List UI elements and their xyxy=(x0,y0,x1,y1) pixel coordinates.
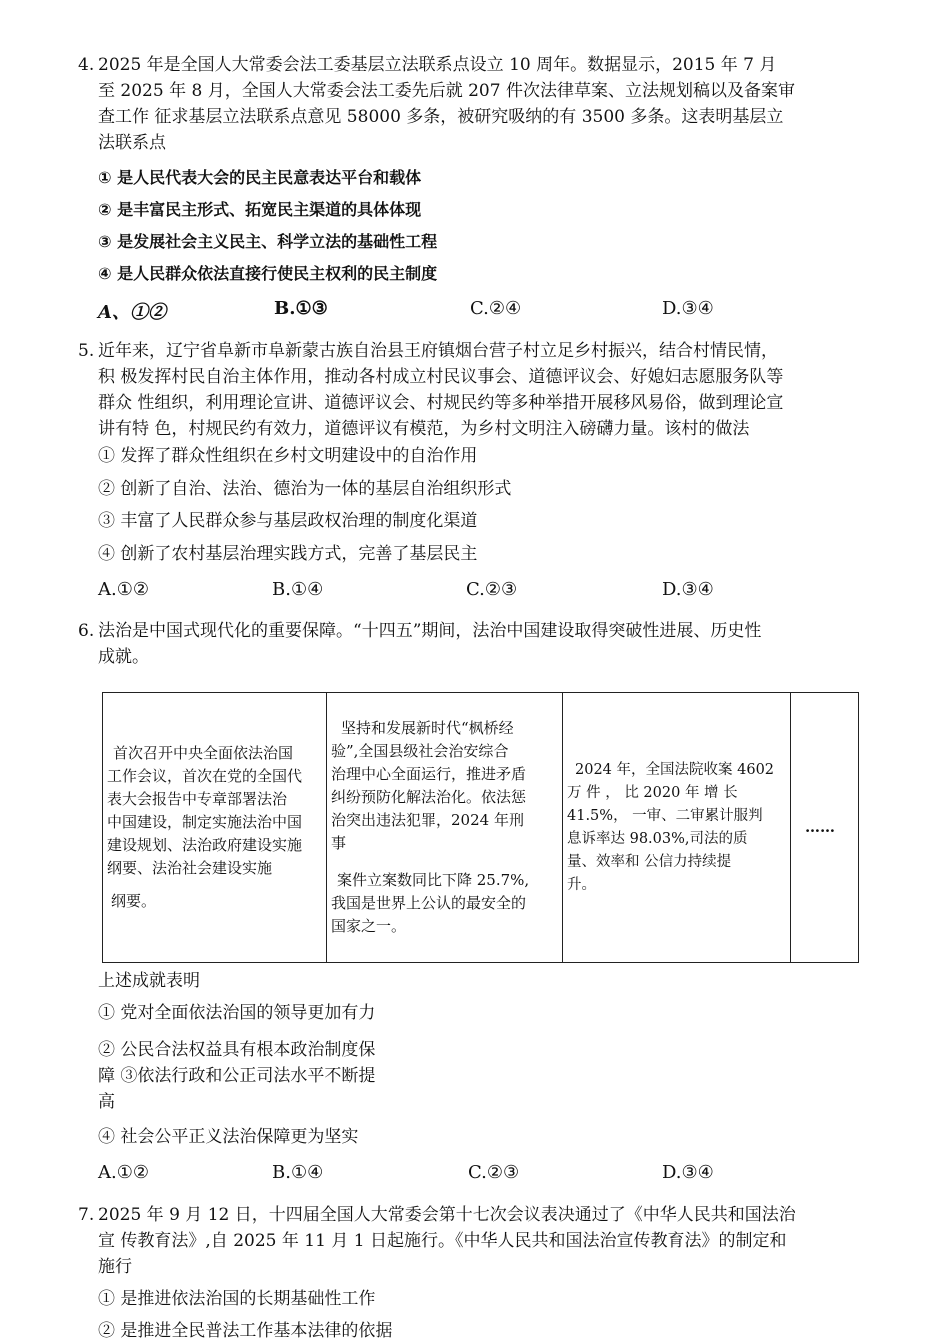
statement-option: ① 是人民代表大会的民主民意表达平台和载体 xyxy=(98,168,422,187)
cell-line: 纠纷预防化解法治化。依法惩 xyxy=(331,788,527,806)
statement-option: ② 是丰富民主形式、拓宽民主渠道的具体体现 xyxy=(98,200,422,219)
cell-line: 表大会报告中专章部署法治 xyxy=(107,790,288,808)
statement-option: ④ 是人民群众依法直接行使民主权利的民主制度 xyxy=(98,264,438,283)
statement-option: ① 是推进依法治国的长期基础性工作 xyxy=(98,1289,376,1309)
question-intro: 上述成就表明 xyxy=(98,971,200,991)
question-7 xyxy=(78,1202,868,1280)
choice-a[interactable]: A.①② xyxy=(98,579,149,600)
statement-option: 障 ③依法行政和公正司法水平不断提 xyxy=(98,1066,376,1086)
choice-c[interactable]: C.②③ xyxy=(466,579,518,600)
question-number: 5. xyxy=(78,341,95,361)
question-stem-line: 宣 传教育法》,自 2025 年 11 月 1 日起施行。《中华人民共和国法治宣传教育法》的制定和 xyxy=(98,1231,787,1251)
choice-b[interactable]: B.①④ xyxy=(272,579,324,600)
question-6 xyxy=(78,618,868,670)
choice-c[interactable]: C.②③ xyxy=(468,1162,520,1183)
choice-a[interactable]: A.①② xyxy=(98,1162,149,1183)
question-stem-line: 群众 性组织，利用理论宣讲、道德评议会、村规民约等多种举措开展移风易俗，做到理论宣 xyxy=(98,393,784,413)
statement-option: ② 是推进全民普法工作基本法律的依据 xyxy=(98,1321,393,1341)
question-stem-line: 至 2025 年 8 月，全国人大常委会法工委先后就 207 件次法律草案、立法规划稿以及备案审 xyxy=(98,81,795,101)
table-cell xyxy=(563,693,791,963)
cell-line: 量、效率和 公信力持续提 xyxy=(567,853,732,870)
answer-choices xyxy=(98,579,858,607)
choice-d[interactable]: D.③④ xyxy=(662,1162,714,1183)
cell-line: 息诉率达 98.03%,司法的质 xyxy=(567,830,748,847)
question-number: 4. xyxy=(78,55,95,75)
statement-option: ① 发挥了群众性组织在乡村文明建设中的自治作用 xyxy=(98,446,478,466)
cell-line: 治理中心全面运行，推进矛盾 xyxy=(331,765,527,783)
cell-line: 升。 xyxy=(567,876,596,893)
cell-line: 41.5%， 一审、二审累计服判 xyxy=(567,807,763,824)
cell-line: 工作会议，首次在党的全国代 xyxy=(107,767,303,785)
question-stem-line: 施行 xyxy=(98,1257,132,1277)
question-stem-line: 讲有特 色，村规民约有效力，道德评议有模范，为乡村文明注入磅礴力量。该村的做法 xyxy=(98,419,750,439)
answer-choices xyxy=(98,1162,858,1190)
choice-c[interactable]: C.②④ xyxy=(470,298,522,319)
statement-option: ③ 是发展社会主义民主、科学立法的基础性工程 xyxy=(98,232,438,251)
statement-option: 高 xyxy=(98,1092,115,1112)
question-stem-line: 2025 年是全国人大常委会法工委基层立法联系点设立 10 周年。数据显示，2015 年 7 月 xyxy=(98,55,777,75)
question-number: 6. xyxy=(78,621,95,641)
cell-line: 坚持和发展新时代“枫桥经 xyxy=(341,719,514,737)
cell-line: 案件立案数同比下降 25.7%, xyxy=(337,871,530,889)
statement-option: ③ 丰富了人民群众参与基层政权治理的制度化渠道 xyxy=(98,511,478,531)
choice-b[interactable]: B.①④ xyxy=(272,1162,324,1183)
cell-line: 治突出违法犯罪，2024 年刑 xyxy=(331,811,524,829)
question-stem-line: 近年来，辽宁省阜新市阜新蒙古族自治县王府镇烟台营子村立足乡村振兴，结合村情民情， xyxy=(98,341,778,361)
question-stem-line: 法联系点 xyxy=(98,133,166,153)
cell-line: 中国建设，制定实施法治中国 xyxy=(107,813,303,831)
cell-line: 建设规划、法治政府建设实施 xyxy=(107,836,303,854)
cell-line: 我国是世界上公认的最安全的 xyxy=(331,894,527,912)
question-number: 7. xyxy=(78,1205,95,1225)
choice-d[interactable]: D.③④ xyxy=(662,579,714,600)
statement-option: ① 党对全面依法治国的领导更加有力 xyxy=(98,1003,376,1023)
statement-option: ④ 创新了农村基层治理实践方式，完善了基层民主 xyxy=(98,544,478,564)
cell-line: 国家之一。 xyxy=(331,917,407,935)
achievements-table xyxy=(102,692,859,963)
cell-line: 验”,全国县级社会治安综合 xyxy=(331,742,509,760)
choice-d[interactable]: D.③④ xyxy=(662,298,714,319)
question-stem-line: 2025 年 9 月 12 日，十四届全国人大常委会第十七次会议表决通过了《中华人民共和国法治 xyxy=(98,1205,796,1225)
choice-a[interactable]: A、①② xyxy=(98,302,166,323)
statement-option: ④ 社会公平正义法治保障更为坚实 xyxy=(98,1127,359,1147)
statement-option: ② 公民合法权益具有根本政治制度保 xyxy=(98,1040,376,1060)
question-stem-line: 成就。 xyxy=(98,647,149,667)
question-4 xyxy=(78,52,868,156)
cell-line: 纲要。 xyxy=(111,892,157,910)
table-cell-ellipsis: …… xyxy=(791,693,859,963)
table-row xyxy=(103,693,859,963)
question-stem-line: 法治是中国式现代化的重要保障。“十四五”期间，法治中国建设取得突破性进展、历史性 xyxy=(98,621,762,641)
cell-line: 万 件 ， 比 2020 年 增 长 xyxy=(567,784,738,801)
question-stem-line: 查工作 征求基层立法联系点意见 58000 多条，被研究吸纳的有 3500 多条。这表明基层立 xyxy=(98,107,784,127)
question-stem-line: 积 极发挥村民自治主体作用，推动各村成立村民议事会、道德评议会、好媳妇志愿服务队等 xyxy=(98,367,784,387)
statement-option: ② 创新了自治、法治、德治为一体的基层自治组织形式 xyxy=(98,479,512,499)
cell-line: 纲要、法治社会建设实施 xyxy=(107,859,273,877)
table-cell xyxy=(103,693,327,963)
cell-line: 2024 年，全国法院收案 4602 xyxy=(575,761,775,778)
cell-line: 事 xyxy=(331,834,347,852)
question-5 xyxy=(78,338,868,442)
choice-b[interactable]: B.①③ xyxy=(274,298,328,319)
cell-line: 首次召开中央全面依法治国 xyxy=(113,744,294,762)
answer-choices xyxy=(98,298,858,326)
table-cell xyxy=(327,693,563,963)
